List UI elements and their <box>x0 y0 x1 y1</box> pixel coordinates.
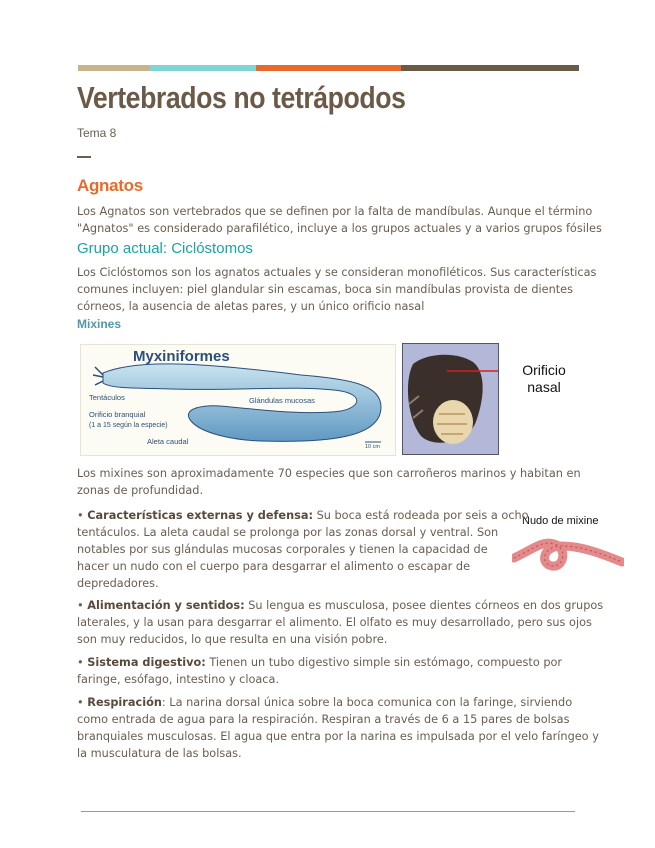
label-scale: 10 cm <box>365 444 380 450</box>
label-mucous-glands: Glándulas mucosas <box>249 396 315 405</box>
bullet-feeding-senses: • Alimentación y sentidos: Su lengua es musculosa, posee dientes córneos en dos grupos laterales, y la usan para desgarrar el alimento. El olfato es muy desarrollado, pero sus ojos son muy reducidos, lo que resulta en una visión pobre. <box>77 599 604 646</box>
bullet-respiration: • Respiración: La narina dorsal única sobre la boca comunica con la faringe, sirviendo como entrada de agua para la respiración. Respiran a través de 6 a 15 pares de bolsas branquiales musculosas. El agua que entra por la narina es impulsada por el velo faríngeo y la musculatura de las bolsas. <box>77 696 599 760</box>
mixines-paragraph <box>77 465 581 499</box>
figure-title: Myxiniformes <box>133 348 230 365</box>
text-line: : La narina dorsal única sobre la boca comunica con la faringe, sirviendo <box>161 696 573 709</box>
hagfish-head-photo <box>402 343 499 455</box>
text-line: Los mixines son aproximadamente 70 especies que son carroñeros marinos y habitan en <box>77 467 581 480</box>
bar-segment-tan <box>78 65 150 71</box>
section-heading-agnatos: Agnatos <box>77 176 143 195</box>
text-line: "Agnatos" es considerado parafilético, incluye a los grupos actuales y a varios grupos fósiles <box>77 222 602 235</box>
section-heading-ciclostomos: Grupo actual: Ciclóstomos <box>77 240 253 257</box>
bullet-title: Alimentación y sentidos: <box>87 599 245 612</box>
bullet-external-defense: • Características externas y defensa: Su boca está rodeada por seis a ocho tentáculos. La aleta caudal se prolonga por las zonas dorsal y ventral. Son notables por sus glándulas mucosas corporales y tienen la capacidad de hacer un nudo con el cuerpo para desgarrar el alimento o escapar de depredadores. <box>77 509 529 590</box>
bar-segment-orange <box>256 65 401 71</box>
text-line: son muy reducidos, lo que resulta en una visión pobre. <box>77 633 388 646</box>
label-line: nasal <box>527 379 561 395</box>
ciclostomos-paragraph <box>77 264 596 315</box>
section-heading-mixines: Mixines <box>77 317 122 331</box>
text-line: Los Ciclóstomos son los agnatos actuales y se consideran monofiléticos. Sus características <box>77 266 597 279</box>
bar-segment-brown <box>401 65 579 71</box>
text-line: Tienen un tubo digestivo simple sin estómago, compuesto por <box>205 656 563 669</box>
text-line: Su lengua es musculosa, posee dientes córneos en dos grupos <box>244 599 604 612</box>
text-line: hacer un nudo con el cuerpo para desgarrar el alimento o escapar de <box>77 560 471 573</box>
text-line: faringe, esófago, intestino y cloaca. <box>77 673 280 686</box>
bullet-digestive: • Sistema digestivo: Tienen un tubo digestivo simple sin estómago, compuesto por faringe, esófago, intestino y cloaca. <box>77 656 563 686</box>
text-line: Su boca está rodeada por seis a ocho <box>312 509 529 522</box>
bullet-title: Características externas y defensa: <box>87 509 313 522</box>
nasal-opening-label <box>504 362 584 396</box>
text-line: comunes incluyen: piel glandular sin escamas, boca sin mandíbulas provista de dientes <box>77 283 573 296</box>
agnatos-intro <box>77 203 602 237</box>
bar-segment-teal <box>150 65 256 71</box>
bullet-title: Sistema digestivo: <box>87 656 206 669</box>
text-line: tentáculos. La aleta caudal se prolonga por las zonas dorsal y ventral. Son <box>77 526 499 539</box>
text-line: la musculatura de las bolsas. <box>77 747 242 760</box>
text-line: notables por sus glándulas mucosas corporales y tienen la capacidad de <box>77 543 488 556</box>
bullet-title: Respiración <box>87 696 162 709</box>
page-title: Vertebrados no tetrápodos <box>77 80 406 115</box>
text-line: laterales, y la usan para desgarrar el alimento. El olfato es muy desarrollado, pero sus ojos <box>77 616 592 629</box>
label-line: Orificio <box>522 362 566 378</box>
text-line: córneos, la ausencia de aletas pares, y un único orificio nasal <box>77 300 425 313</box>
title-divider <box>77 156 91 158</box>
label-gill-opening: Orificio branquial <box>89 410 146 419</box>
footer-divider <box>81 811 575 812</box>
top-color-bar <box>78 65 579 71</box>
text-line: Los Agnatos son vertebrados que se definen por la falta de mandíbulas. Aunque el término <box>77 205 593 218</box>
label-caudal-fin: Aleta caudal <box>147 437 189 446</box>
text-line: depredadores. <box>77 577 159 590</box>
label-gill-note: (1 a 15 según la especie) <box>89 422 168 429</box>
knot-label: Nudo de mixine <box>522 515 599 527</box>
page-subtitle: Tema 8 <box>77 126 117 140</box>
text-line: branquiales musculosas. El agua que entra por la narina es impulsada por el velo faríngeo y <box>77 730 599 743</box>
hagfish-diagram <box>81 345 395 455</box>
label-tentacles: Tentáculos <box>89 393 125 402</box>
text-line: zonas de profundidad. <box>77 484 204 497</box>
myxiniformes-figure <box>80 344 396 456</box>
text-line: como entrada de agua para la respiración. Respiran a través de 6 a 15 pares de bolsas <box>77 713 570 726</box>
